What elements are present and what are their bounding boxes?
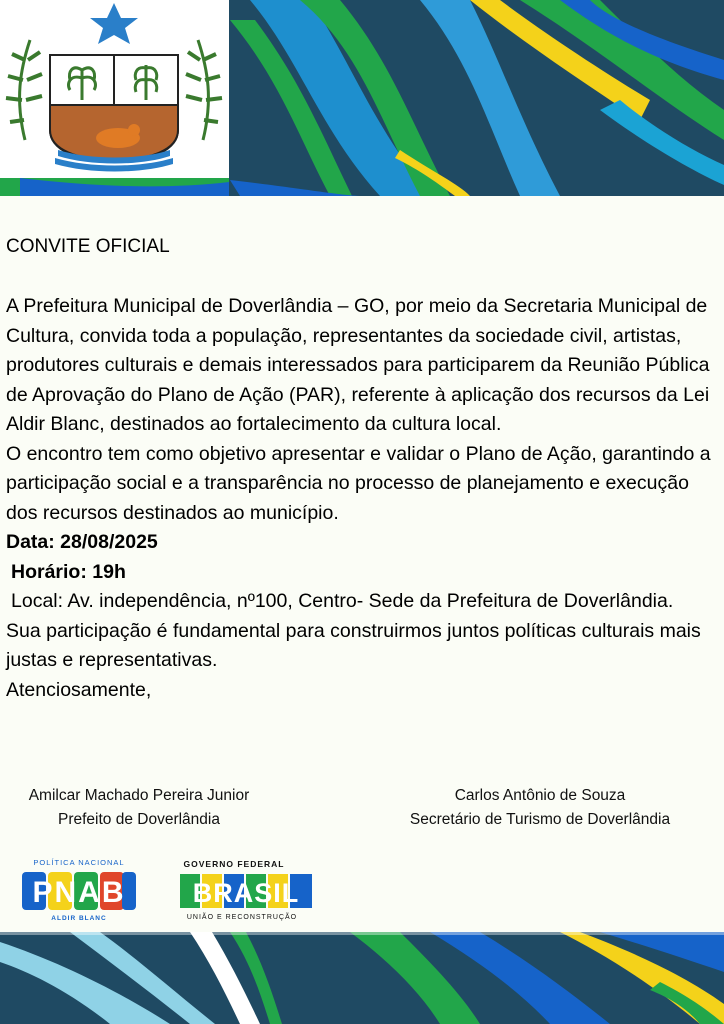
pnab-logo-main-text: PNAB — [32, 876, 126, 909]
pnab-logo — [18, 856, 140, 922]
gov-logo-bottom-text: UNIÃO E RECONSTRUÇÃO — [186, 914, 298, 921]
bottom-decorative-banner — [0, 932, 724, 1024]
crest-panel — [0, 0, 229, 178]
gov-logo-main-text: BRASIL — [192, 878, 300, 908]
pnab-logo-bottom-text: ALDIR BLANC — [51, 915, 107, 922]
intro-paragraph: A Prefeitura Municipal de Doverlândia – GO, por meio da Secretaria Municipal de Cultura, convida toda a população, representantes da sociedade civil, artistas, produtores culturais e demais interessados para participarem da Reunião Pública de Aprovação do Plano de Ação (PAR), referente à aplicação dos recursos da Lei Aldir Blanc, destinados ao fortalecimento da cultura local. — [6, 295, 710, 435]
event-time: Horário: 19h — [11, 560, 126, 583]
signature-mayor — [0, 784, 278, 832]
signature-role: Secretário de Turismo de Doverlândia — [409, 811, 671, 828]
event-date: Data: 28/08/2025 — [6, 531, 158, 553]
closing-paragraph: Sua participação é fundamental para construirmos juntos políticas culturais mais justas e representativas. — [6, 619, 701, 671]
pnab-logo-top-text: POLÍTICA NACIONAL — [33, 858, 125, 867]
signature-name: Amilcar Machado Pereira Junior — [28, 787, 250, 804]
objective-paragraph: O encontro tem como objetivo apresentar e validar o Plano de Ação, garantindo a participação social e a transparência no processo de planejamento e execução dos recursos destinados ao município. — [6, 442, 711, 524]
document-body — [6, 292, 718, 705]
signature-role: Prefeito de Doverlândia — [58, 811, 220, 828]
signature-secretary — [378, 784, 702, 832]
coat-of-arms — [0, 0, 229, 178]
salutation: Atenciosamente, — [6, 678, 152, 701]
document-heading: CONVITE OFICIAL — [6, 236, 170, 257]
signature-name: Carlos Antônio de Souza — [454, 787, 626, 804]
gov-logo-top-text: GOVERNO FEDERAL — [183, 859, 285, 869]
event-location: Local: Av. independência, nº100, Centro- Sede da Prefeitura de Doverlândia. — [11, 590, 674, 612]
governo-federal-logo — [180, 856, 316, 922]
